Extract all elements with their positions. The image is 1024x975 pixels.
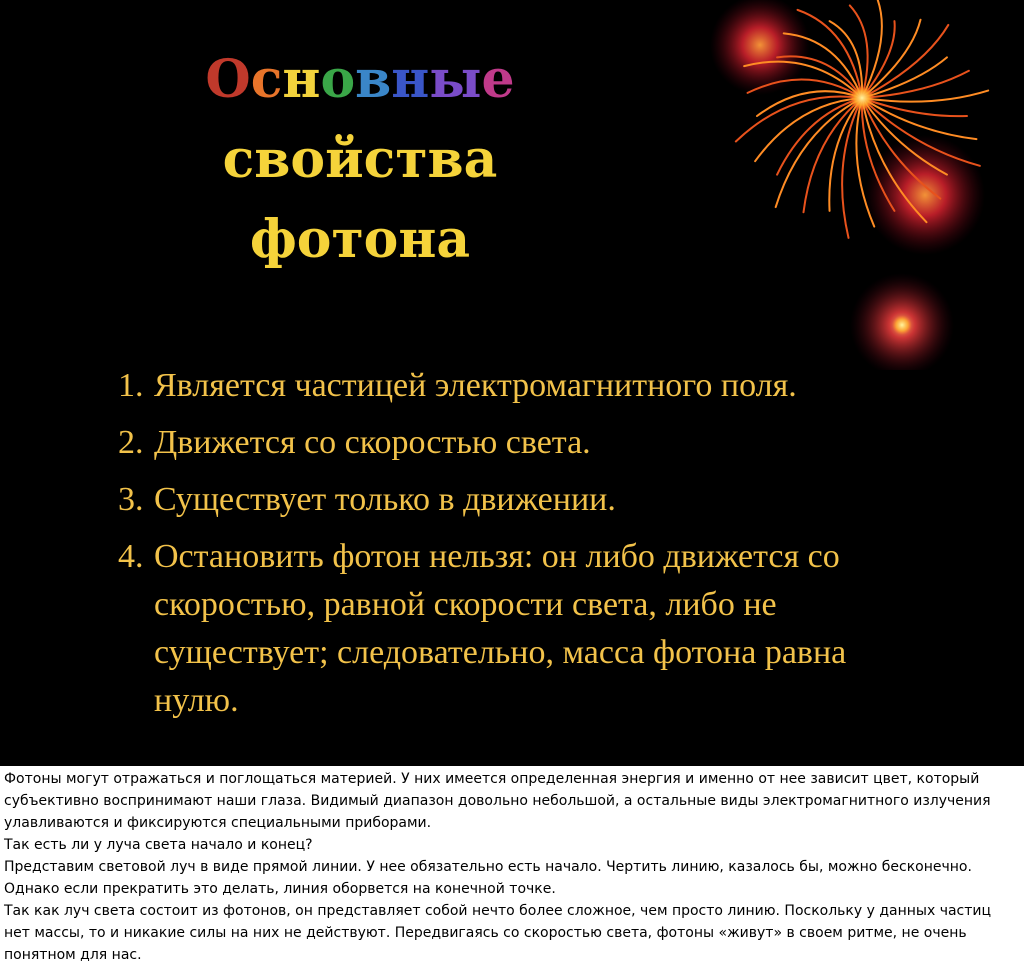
list-number: 1. bbox=[118, 367, 144, 404]
title-letter: о bbox=[320, 49, 356, 110]
paragraph: Фотоны могут отражаться и поглощаться материей. У них имеется определенная энергия и именно от нее зависит цвет, который субъективно воспринимают наши глаза. Видимый диапазон довольно небольшой, а остальные виды электромагнитного излучения улавливаются и фиксируются специальными приборами. bbox=[4, 771, 991, 831]
title-line-rainbow bbox=[150, 40, 570, 120]
list-number: 3. bbox=[118, 481, 144, 518]
paragraph: Так есть ли у луча света начало и конец? bbox=[4, 837, 313, 853]
list-text: Остановить фотон нельзя: он либо движется со скоростью, равной скорости света, либо не существует; следовательно, масса фотона равна нулю. bbox=[154, 538, 847, 719]
article-text bbox=[4, 768, 1020, 966]
list-text: Является частицей электромагнитного поля. bbox=[154, 367, 797, 404]
title-letter: с bbox=[250, 49, 283, 110]
list-text: Движется со скоростью света. bbox=[154, 424, 591, 461]
firework-decoration bbox=[690, 0, 1024, 370]
title-letter: н bbox=[391, 49, 430, 110]
title-letter: е bbox=[481, 49, 515, 110]
list-item bbox=[118, 419, 938, 467]
list-number: 4. bbox=[118, 538, 144, 575]
list-number: 2. bbox=[118, 424, 144, 461]
title-letter: ы bbox=[429, 49, 482, 110]
firework-core bbox=[892, 315, 912, 335]
title-letter: в bbox=[355, 49, 392, 110]
list-item bbox=[118, 476, 938, 524]
properties-list bbox=[118, 362, 938, 734]
list-item bbox=[118, 533, 938, 725]
paragraph: Представим световой луч в виде прямой линии. У нее обязательно есть начало. Чертить линию, казалось бы, можно бесконечно. Однако если прекратить это делать, линия оборвется на конечной точке. bbox=[4, 859, 972, 897]
paragraph: Так как луч света состоит из фотонов, он представляет собой нечто более сложное, чем просто линию. Поскольку у данных частиц нет массы, то и никакие силы на них не действуют. Передвигаясь со скоростью света, фотоны «живут» в своем ритме, не очень понятном для нас. bbox=[4, 903, 992, 963]
title-line-3: фотона bbox=[249, 209, 471, 270]
slide-title bbox=[150, 40, 570, 280]
title-letter: О bbox=[205, 49, 251, 110]
list-text: Существует только в движении. bbox=[154, 481, 616, 518]
list-item bbox=[118, 362, 938, 410]
title-letter: н bbox=[282, 49, 321, 110]
title-line-2: свойства bbox=[222, 129, 498, 190]
glow-orb bbox=[865, 135, 985, 255]
firework-core bbox=[850, 86, 874, 110]
